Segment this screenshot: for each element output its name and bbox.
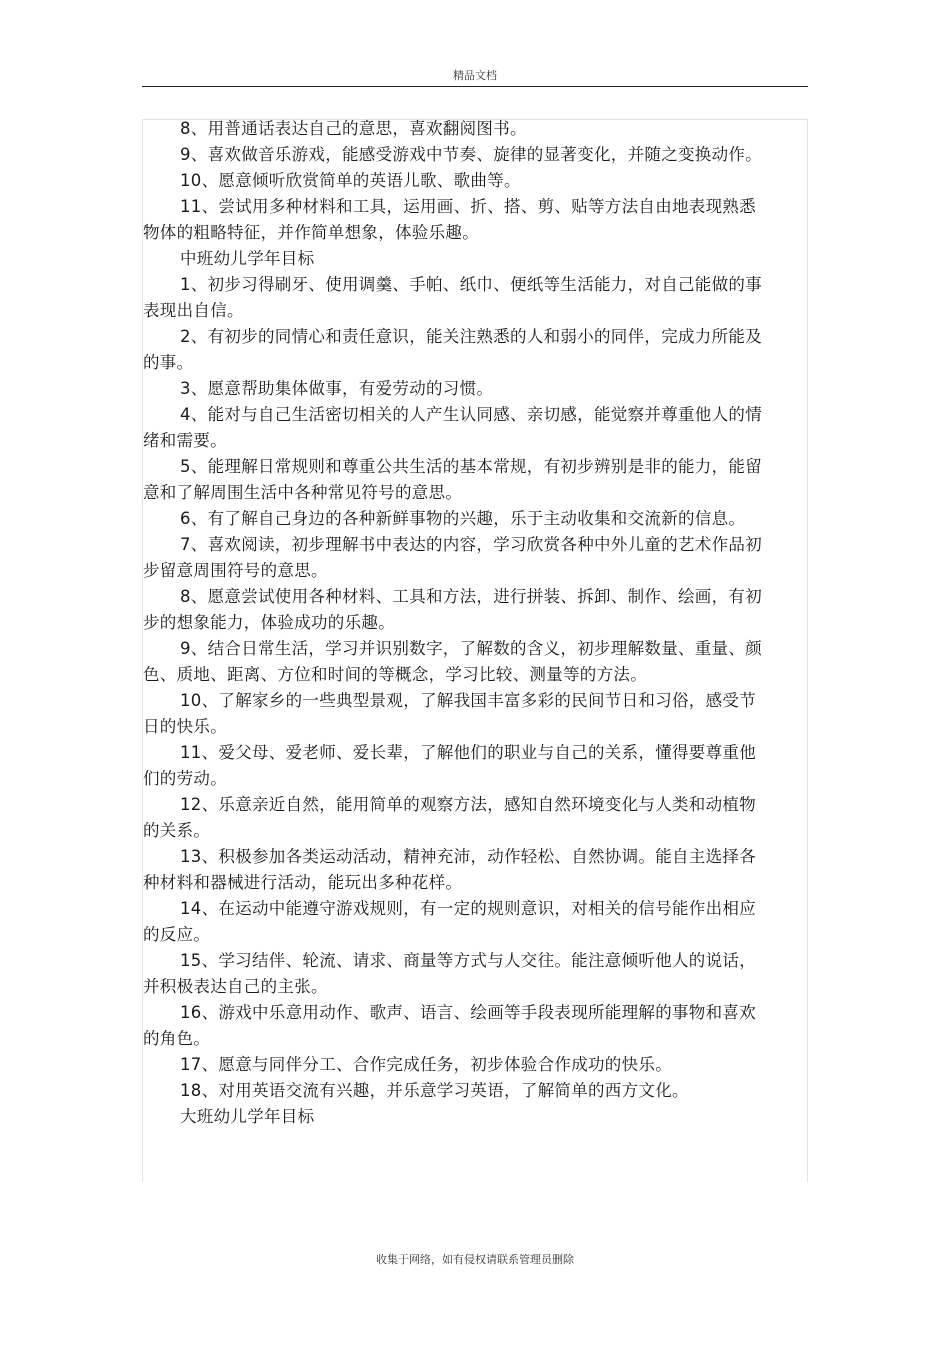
paragraph: 11、尝试用多种材料和工具，运用画、折、搭、剪、贴等方法自由地表现熟悉物体的粗略特征，并作简单想象，体验乐趣。 [143, 197, 756, 242]
paragraph: 7、喜欢阅读，初步理解书中表达的内容，学习欣赏各种中外儿童的艺术作品初步留意周围符号的意思。 [143, 535, 762, 580]
paragraph: 9、结合日常生活，学习并识别数字，了解数的含义，初步理解数量、重量、颜色、质地、距离、方位和时间的等概念，学习比较、测量等的方法。 [143, 639, 762, 684]
paragraph: 3、愿意帮助集体做事，有爱劳动的习惯。 [180, 379, 494, 398]
paragraph: 14、在运动中能遵守游戏规则，有一定的规则意识，对相关的信号能作出相应的反应。 [143, 899, 756, 944]
paragraph: 8、用普通话表达自己的意思，喜欢翻阅图书。 [180, 119, 527, 138]
document-body [143, 116, 765, 1130]
paragraph: 6、有了解自己身边的各种新鲜事物的兴趣，乐于主动收集和交流新的信息。 [180, 509, 746, 528]
paragraph: 11、爱父母、爱老师、爱长辈，了解他们的职业与自己的关系，懂得要尊重他们的劳动。 [143, 743, 756, 788]
paragraph: 18、对用英语交流有兴趣，并乐意学习英语，了解简单的西方文化。 [180, 1081, 689, 1100]
paragraph: 9、喜欢做音乐游戏，能感受游戏中节奏、旋律的显著变化，并随之变换动作。 [180, 145, 762, 164]
section-heading: 大班幼儿学年目标 [180, 1107, 315, 1126]
page-header: 精品文档 [453, 69, 497, 82]
paragraph: 4、能对与自己生活密切相关的人产生认同感、亲切感，能觉察并尊重他人的情绪和需要。 [143, 405, 762, 450]
header-divider [142, 86, 808, 87]
page-footer: 收集于网络，如有侵权请联系管理员删除 [376, 1253, 574, 1266]
paragraph: 12、乐意亲近自然，能用简单的观察方法，感知自然环境变化与人类和动植物的关系。 [143, 795, 756, 840]
section-heading: 中班幼儿学年目标 [180, 249, 315, 268]
paragraph: 13、积极参加各类运动活动，精神充沛，动作轻松、自然协调。能自主选择各种材料和器械进行活动，能玩出多种花样。 [143, 847, 756, 892]
paragraph: 10、愿意倾听欣赏简单的英语儿歌、歌曲等。 [180, 171, 521, 190]
paragraph: 10、了解家乡的一些典型景观，了解我国丰富多彩的民间节日和习俗，感受节日的快乐。 [143, 691, 756, 736]
paragraph: 15、学习结伴、轮流、请求、商量等方式与人交往。能注意倾听他人的说话，并积极表达自己的主张。 [143, 951, 756, 996]
paragraph: 1、初步习得刷牙、使用调羹、手帕、纸巾、便纸等生活能力，对自己能做的事表现出自信。 [143, 275, 762, 320]
paragraph: 17、愿意与同伴分工、合作完成任务，初步体验合作成功的快乐。 [180, 1055, 672, 1074]
paragraph: 2、有初步的同情心和责任意识，能关注熟悉的人和弱小的同伴，完成力所能及的事。 [143, 327, 762, 372]
paragraph: 16、游戏中乐意用动作、歌声、语言、绘画等手段表现所能理解的事物和喜欢的角色。 [143, 1003, 756, 1048]
paragraph: 5、能理解日常规则和尊重公共生活的基本常规，有初步辨别是非的能力，能留意和了解周围生活中各种常见符号的意思。 [143, 457, 762, 502]
paragraph: 8、愿意尝试使用各种材料、工具和方法，进行拼装、拆卸、制作、绘画，有初步的想象能力，体验成功的乐趣。 [143, 587, 762, 632]
